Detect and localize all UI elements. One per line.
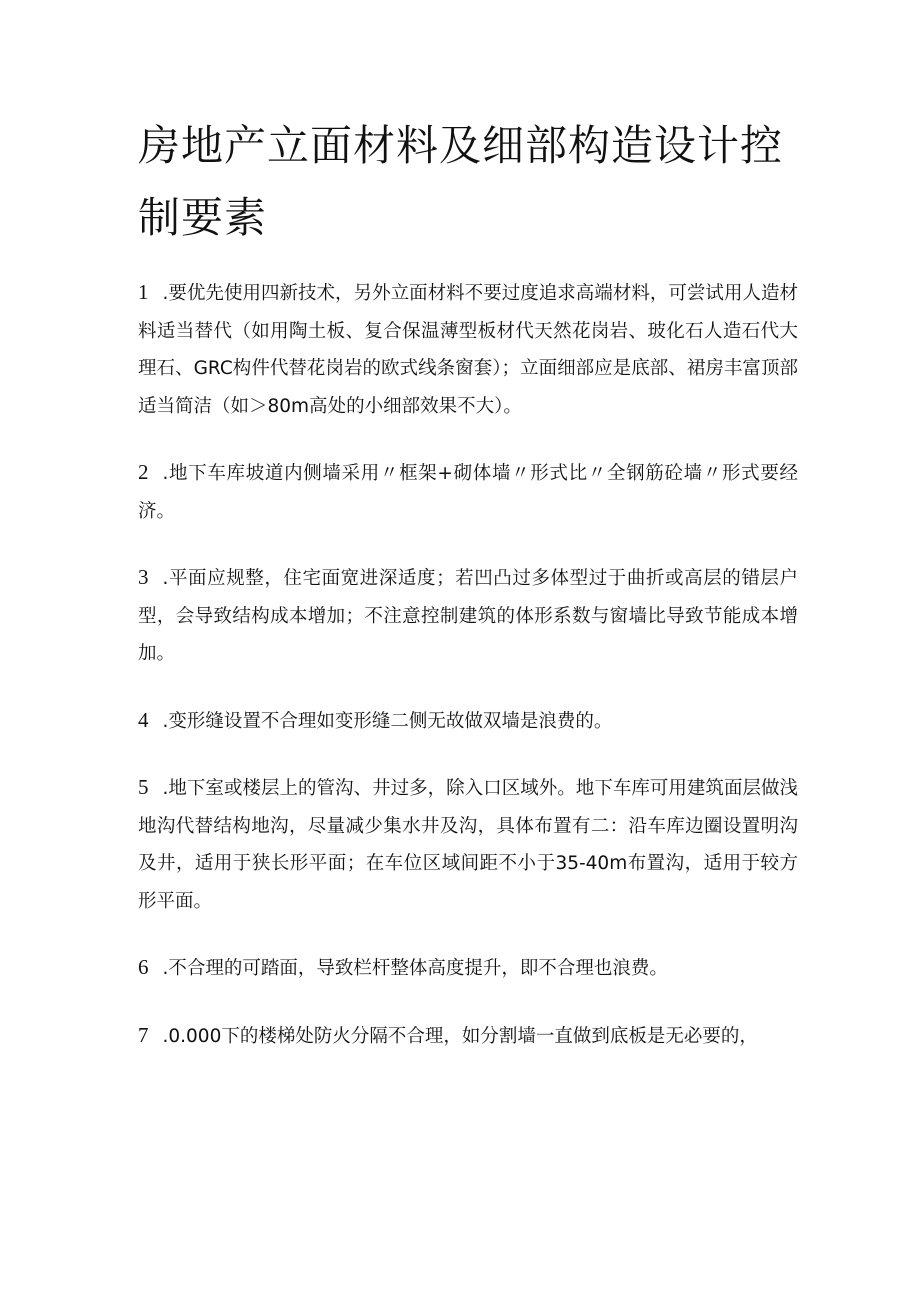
item-number: 2	[138, 460, 149, 484]
list-item-2	[138, 454, 798, 530]
item-number: 1	[138, 280, 149, 304]
item-text: .地下室或楼层上的管沟、井过多，除入口区域外。地下车库可用建筑面层做浅地沟代替结构地沟，尽量减少集水井及沟，具体布置有二：沿车库边圈设置明沟及井，适用于狭长形平面；在车位区域间距不小于35-40m布置沟，适用于较方形平面。	[138, 778, 798, 912]
item-number: 3	[138, 565, 149, 589]
list-item-4	[138, 702, 798, 741]
item-number: 4	[138, 707, 149, 732]
list-item-6	[138, 949, 798, 988]
list-item-5	[138, 769, 798, 920]
item-number: 7	[138, 1022, 149, 1047]
item-number: 6	[138, 955, 149, 979]
item-text: .0.000下的楼梯处防火分隔不合理，如分割墙一直做到底板是无必要的，	[162, 1025, 758, 1047]
item-text: .地下车库坡道内侧墙采用〃框架+砌体墙〃形式比〃全钢筋砼墙〃形式要经济。	[138, 463, 798, 522]
list-item-3	[138, 559, 798, 673]
item-number: 5	[138, 775, 149, 799]
document-title: 房地产立面材料及细部构造设计控制要素	[138, 121, 784, 242]
list-item-1	[138, 274, 798, 425]
list-item-7	[138, 1017, 798, 1056]
item-text: .变形缝设置不合理如变形缝二侧无故做双墙是浪费的。	[162, 710, 613, 732]
item-text: .平面应规整，住宅面宽进深适度；若凹凸过多体型过于曲折或高层的错层户型，会导致结构成本增加；不注意控制建筑的体形系数与窗墙比导致节能成本增加。	[138, 568, 798, 664]
item-text: .不合理的可踏面，导致栏杆整体高度提升，即不合理也浪费。	[162, 958, 668, 979]
item-text: .要优先使用四新技术，另外立面材料不要过度追求高端材料，可尝试用人造材料适当替代（如用陶土板、复合保温薄型板材代天然花岗岩、玻化石人造石代大理石、GRC构件代替花岗岩的欧式线条窗套）；立面细部应是底部、裙房丰富顶部适当简洁（如＞80m高处的小细部效果不大）。	[138, 283, 798, 417]
